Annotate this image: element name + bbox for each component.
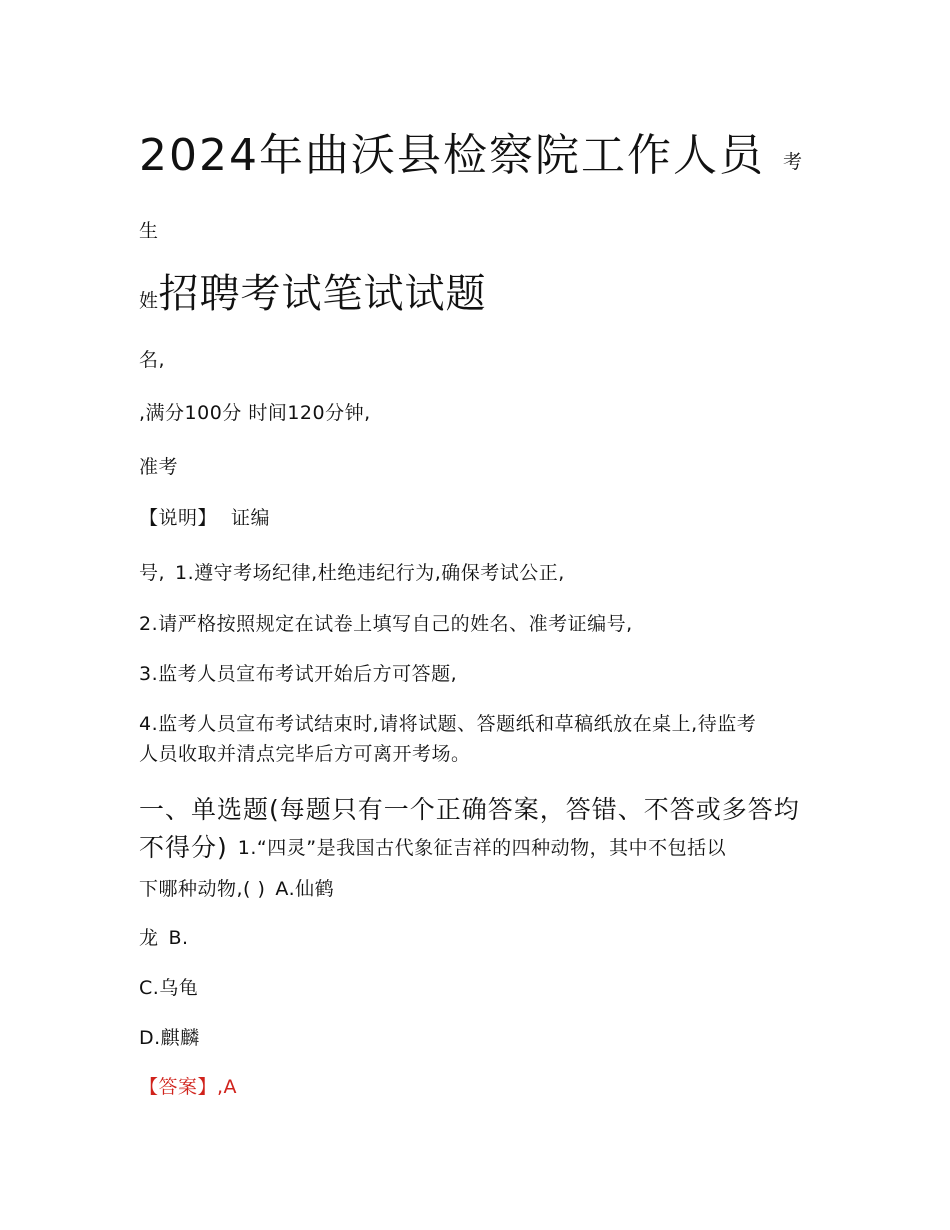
question-row-1 [139,835,726,860]
option-c: C.乌龟 [139,977,199,999]
score-time: ,满分100分 时间120分钟, [139,402,371,424]
label-zhengbian: 证编 [231,507,271,529]
answer-value: ,A [217,1076,238,1098]
rule-3: 3.监考人员宣布考试开始后方可答题, [139,663,458,685]
option-b-text: 龙 [139,927,159,949]
title-main: 2024年曲沃县检察院工作人员 [139,130,765,181]
rule-4: 4.监考人员宣布考试结束时,请将试题、答题纸和草稿纸放在桌上,待监考 [139,713,757,735]
rule-4-cont: 人员收取并清点完毕后方可离开考场。 [139,743,471,765]
label-hao: 号, [139,562,166,584]
option-b: B. [168,927,189,949]
section-heading-cont: 不得分) [139,833,228,862]
question-1-text: 1.“四灵”是我国古代象征吉祥的四种动物，其中不包括以 [237,837,727,859]
title-aside: 考 [782,151,803,173]
subtitle-row [139,271,487,317]
rule-2: 2.请严格按照规定在试卷上填写自己的姓名、准考证编号, [139,613,633,635]
instructions-label: 【说明】 [139,507,218,529]
question-1-text-cont: 下哪种动物,( ) [139,878,266,900]
page-title [139,130,803,181]
question-row-2 [139,880,334,899]
option-d: D.麒麟 [139,1027,200,1049]
label-xing: 姓 [139,290,159,312]
answer-row [139,1078,237,1097]
label-sheng: 生 [139,220,159,242]
label-ming: 名, [139,349,166,371]
answer-label: 【答案】 [139,1076,218,1098]
option-b-row [139,929,189,948]
subtitle: 招聘考试笔试试题 [158,271,487,317]
option-a: A.仙鹤 [275,878,335,900]
label-zhunkao: 准考 [139,456,179,478]
rule-1: 1.遵守考场纪律,杜绝违纪行为,确保考试公正, [175,562,565,584]
instructions-row [139,509,270,528]
rule-row-1 [139,564,565,583]
section-heading: 一、单选题(每题只有一个正确答案，答错、不答或多答均 [139,795,800,824]
